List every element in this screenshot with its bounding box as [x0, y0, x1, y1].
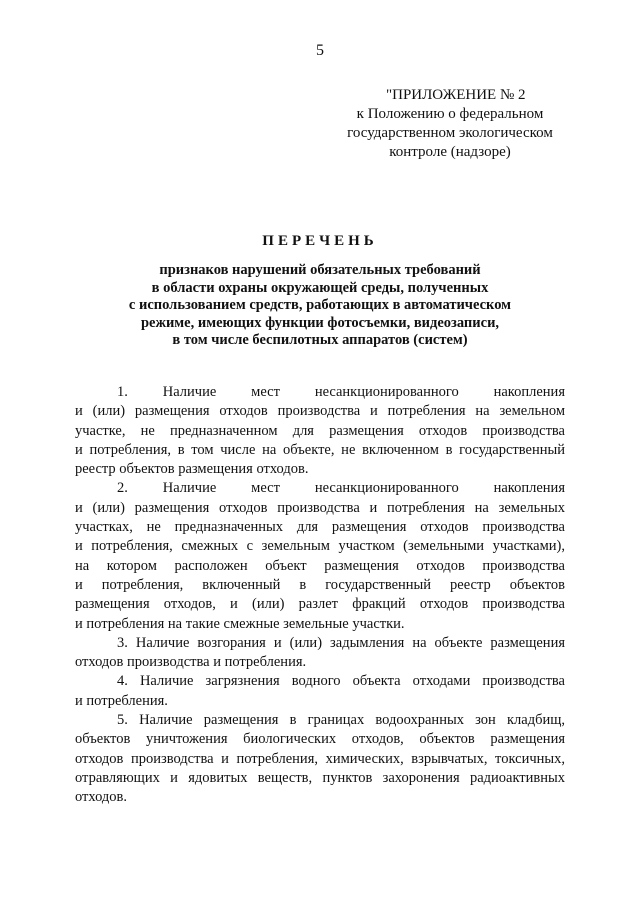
paragraph-line: и потребления, в том числе на объекте, не включенном в государственный — [75, 441, 565, 458]
paragraph-line: размещения отходов, и (или) разлет фракций отходов производства — [75, 596, 565, 613]
document-subtitle — [60, 262, 580, 350]
subtitle-line: режиме, имеющих функции фотосъемки, видеозаписи, — [140, 314, 500, 331]
paragraph-line: и потребления, включенный в государственный реестр объектов — [75, 576, 565, 593]
paragraph-line: отходов производства и потребления, химических, взрывчатых, токсичных, — [75, 750, 565, 767]
appendix-line: "ПРИЛОЖЕНИЕ № 2 — [386, 87, 526, 103]
paragraph-line: и потребления на такие смежные земельные участки. — [75, 615, 405, 632]
paragraph-line: 1. Наличие мест несанкционированного накопления — [117, 384, 565, 400]
appendix-line: государственном экологическом — [347, 125, 553, 141]
subtitle-line: в том числе беспилотных аппаратов (систем) — [172, 332, 468, 348]
paragraph-line: 2. Наличие мест несанкционированного накопления — [117, 480, 565, 497]
paragraph-line: отходов. — [75, 789, 128, 806]
document-title: ПЕРЕЧЕНЬ — [262, 233, 378, 249]
paragraph-line: отходов производства и потребления. — [75, 654, 307, 671]
paragraph-line: отравляющих и ядовитых веществ, пунктов захоронения радиоактивных — [75, 769, 565, 786]
paragraph-5 — [75, 711, 565, 807]
subtitle-line: с использованием средств, работающих в автоматическом — [128, 297, 512, 313]
paragraph-line: участке, не предназначенном для размещения отходов производства — [75, 422, 565, 439]
paragraph-line: 4. Наличие загрязнения водного объекта отходами производства — [117, 673, 565, 690]
paragraph-line: и (или) размещения отходов производства и потребления на земельных — [75, 499, 565, 516]
paragraph-3 — [75, 634, 565, 673]
subtitle-line: признаков нарушений обязательных требований — [159, 262, 481, 278]
paragraph-line: 5. Наличие размещения в границах водоохранных зон кладбищ, — [117, 712, 565, 729]
subtitle-line: в области охраны окружающей среды, полученных — [151, 279, 489, 296]
paragraph-1 — [75, 383, 565, 479]
paragraph-line: на котором расположен объект размещения отходов производства — [75, 557, 565, 574]
page-number: 5 — [316, 42, 324, 59]
appendix-line: к Положению о федеральном — [356, 106, 544, 122]
paragraph-line: объектов уничтожения биологических отходов, объектов размещения — [75, 731, 565, 748]
paragraph-line: 3. Наличие возгорания и (или) задымления на объекте размещения — [117, 634, 565, 651]
paragraph-line: и потребления. — [75, 692, 168, 709]
paragraph-line: реестр объектов размещения отходов. — [75, 461, 309, 478]
appendix-line: контроле (надзоре) — [389, 144, 511, 160]
appendix-header — [330, 86, 570, 162]
document-body — [75, 383, 565, 808]
paragraph-line: участках, не предназначенных для размещения отходов производства — [75, 519, 565, 536]
paragraph-4 — [75, 672, 565, 711]
paragraph-line: и (или) размещения отходов производства и потребления на земельном — [75, 403, 565, 420]
paragraph-line: и потребления, смежных с земельным участком (земельными участками), — [75, 538, 565, 555]
paragraph-2 — [75, 479, 565, 633]
